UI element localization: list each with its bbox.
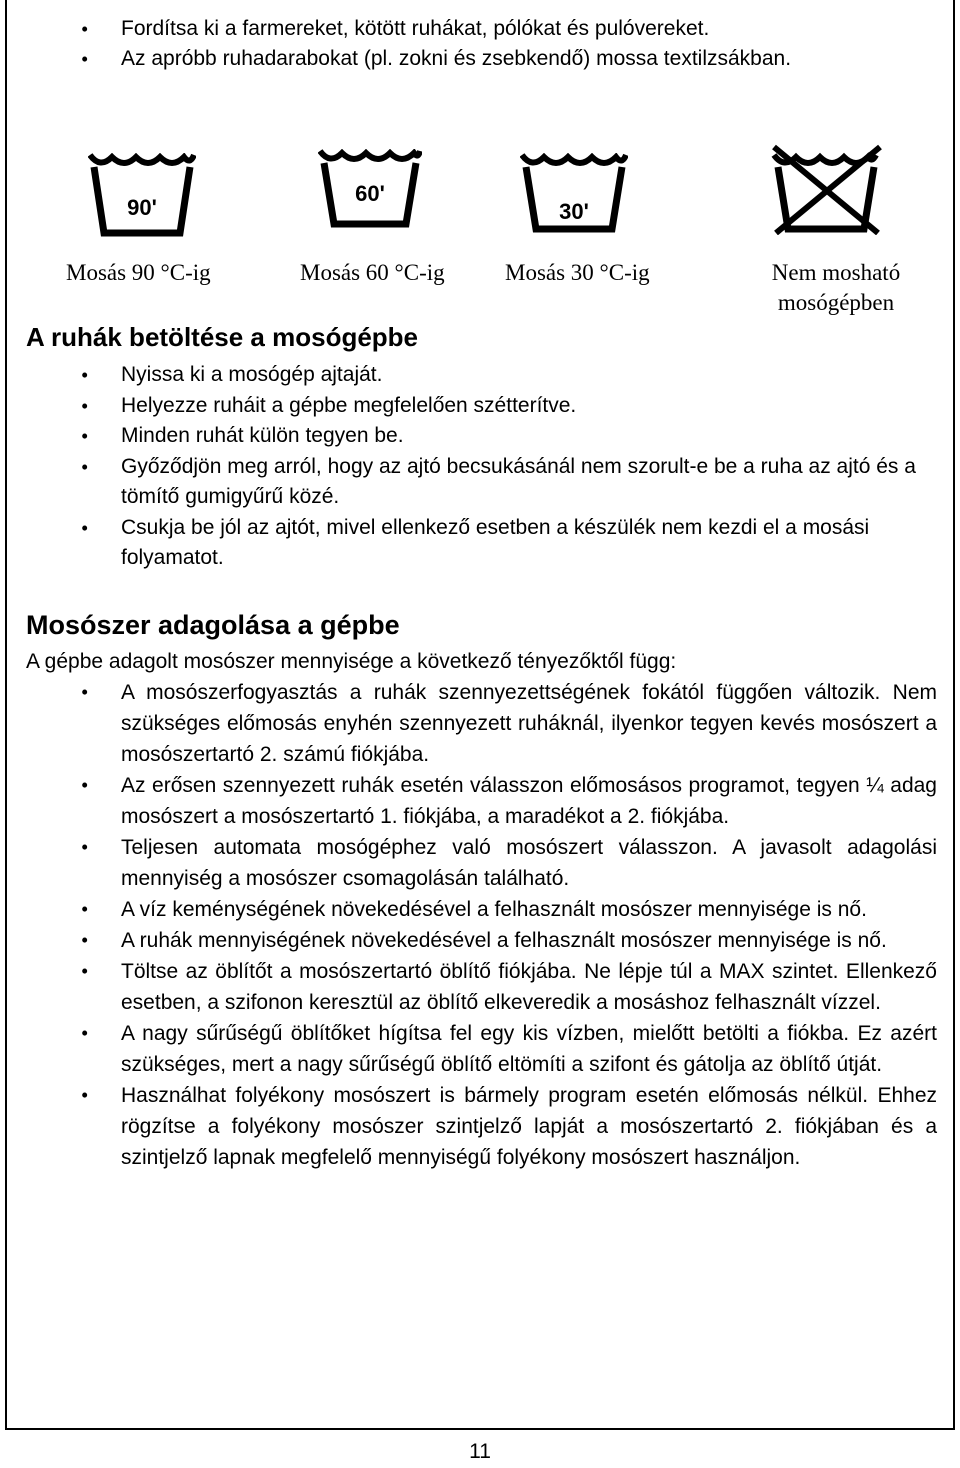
page-number: 11 (469, 1440, 491, 1463)
temp-label: 30' (559, 199, 589, 224)
list-item: • Az apróbb ruhadarabokat (pl. zokni és zsebkendő) mossa textilzsákban. (121, 44, 941, 74)
list-item: • Töltse az öblítőt a mosószertartó öblítő fiókjába. Ne lépje túl a MAX szintet. Ellenkező esetben, a szifonon keresztül az öblítő elkeveredik a mosáshoz felhasznált vízzel. (121, 956, 937, 1018)
list-item: • Csukja be jól az ajtót, mivel ellenkező esetben a készülék nem kezdi el a mosási folyamatot. (121, 513, 931, 574)
temp-label: 60' (355, 181, 385, 206)
list-item: • Az erősen szennyezett ruhák esetén válasszon előmosásos programot, tegyen ¼ adag mosószert a mosószertartó 1. fiókjába, a maradékot a 2. fiókjába. (121, 770, 937, 832)
dosing-list (121, 677, 937, 1173)
list-item: • A nagy sűrűségű öblítőket hígítsa fel egy kis vízben, mielőtt betölti a fiókba. Ez azért szükséges, mert a nagy sűrűségű öblítő eltömíti a szifont és gátolja az öblítő útját. (121, 1018, 937, 1080)
intro-list (121, 14, 941, 74)
list-item: • A ruhák mennyiségének növekedésével a felhasznált mosószer mennyisége is nő. (121, 925, 937, 956)
dosing-heading: Mosószer adagolása a gépbe (26, 610, 400, 640)
list-item: • Minden ruhát külön tegyen be. (121, 421, 931, 452)
list-item: • Győződjön meg arról, hogy az ajtó becsukásánál nem szorult-e be a ruha az ajtó és a tömítő gumigyűrű közé. (121, 452, 931, 513)
washtub-60-icon (318, 149, 422, 229)
loading-heading: A ruhák betöltése a mosógépbe (26, 322, 419, 352)
list-item: • A mosószerfogyasztás a ruhák szennyezettségének fokától függően változik. Nem szükséges előmosás enyhén szennyezett ruháknál, ilyenkor tegyen kevés mosószert a mosószertartó 2. számú fiókjába. (121, 677, 937, 770)
symbol-caption: Mosás 90 °C-ig (66, 260, 211, 285)
symbol-caption: Mosás 30 °C-ig (505, 260, 650, 285)
list-item: • Nyissa ki a mosógép ajtaját. (121, 360, 931, 391)
list-item: • Fordítsa ki a farmereket, kötött ruhákat, pólókat és pulóvereket. (121, 14, 941, 44)
dosing-intro: A gépbe adagolt mosószer mennyisége a következő tényezőktől függ: (26, 650, 677, 673)
list-item: • A víz keménységének növekedésével a felhasznált mosószer mennyisége is nő. (121, 894, 937, 925)
symbol-caption: Mosás 60 °C-ig (300, 260, 445, 285)
wash-symbols (0, 143, 960, 238)
loading-list (121, 360, 931, 574)
list-item: • Teljesen automata mosógéphez való mosószert válasszon. A javasolt adagolási mennyiség a mosószer csomagolásán található. (121, 832, 937, 894)
washtub-30-icon (520, 153, 628, 233)
list-item: • Helyezze ruháit a gépbe megfelelően szétterítve. (121, 391, 931, 422)
temp-label: 90' (127, 195, 157, 220)
washtub-90-icon (88, 153, 196, 238)
washtub-crossed-icon (768, 143, 884, 235)
list-item: • Használhat folyékony mosószert is bármely program esetén előmosás nélkül. Ehhez rögzítse a folyékony mosószer szintjelző lapját a mosószertartó 2. fiókjában és a szintjelző lapnak megfelelő mennyiségű folyékony mosószert használjon. (121, 1080, 937, 1173)
symbol-caption: Nem mosható mosógépben (771, 260, 901, 315)
